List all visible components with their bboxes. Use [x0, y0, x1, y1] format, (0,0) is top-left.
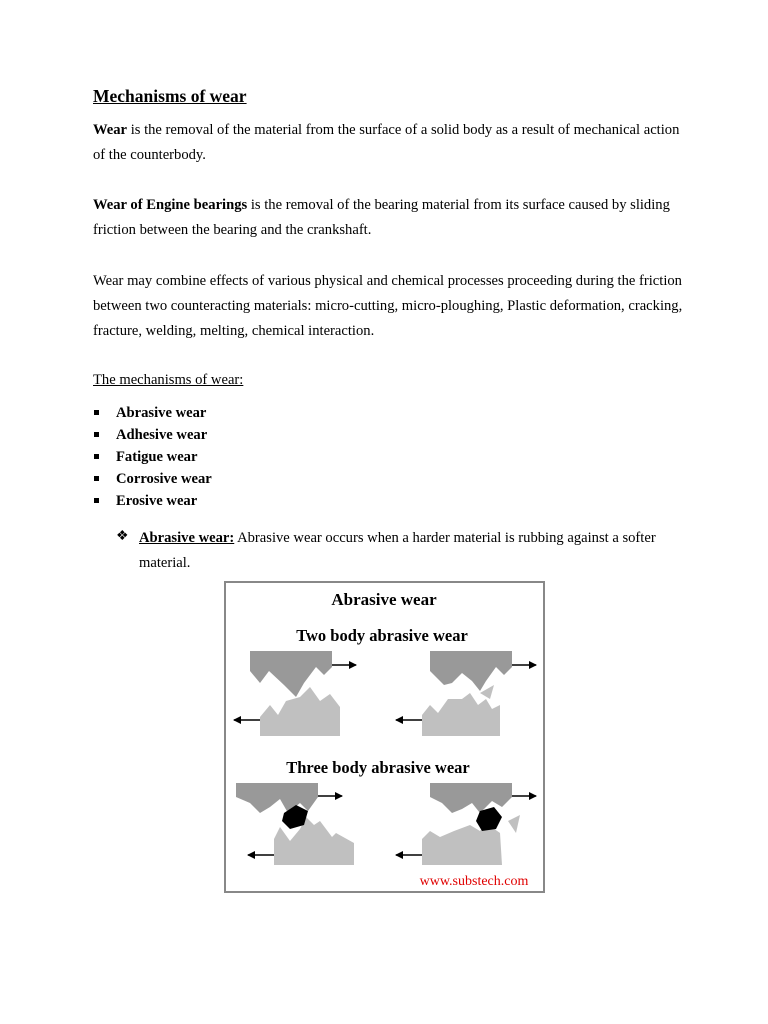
list-item: Fatigue wear — [93, 446, 212, 468]
page-title: Mechanisms of wear — [93, 86, 247, 106]
wear-definition-paragraph — [93, 118, 693, 168]
wear-term: Wear — [93, 122, 128, 138]
abrasive-wear-text: Abrasive wear occurs when a harder material is rubbing against a softer material. — [139, 530, 656, 571]
wear-processes-paragraph: Wear may combine effects of various physical and chemical processes proceeding during the friction between two counteracting materials: micro-cutting, micro-ploughing, Plastic deformation, cracking, fracture, welding, melting, chemical interaction. — [93, 273, 683, 339]
three-body-label: Three body abrasive wear — [286, 758, 470, 777]
figure-title: Abrasive wear — [331, 590, 437, 609]
list-item: Abrasive wear — [93, 402, 212, 424]
abrasive-wear-figure — [224, 581, 545, 893]
figure-credit-link[interactable]: www.substech.com — [419, 874, 529, 889]
diamond-bullet-icon: ❖ — [116, 529, 129, 544]
mechanisms-list — [93, 402, 212, 512]
mechanisms-heading: The mechanisms of wear: — [93, 372, 244, 388]
engine-bearing-term: Wear of Engine bearings — [93, 197, 248, 213]
engine-bearing-text: is the removal of the bearing material from its surface caused by sliding friction between the bearing and the crankshaft. — [93, 197, 670, 238]
list-item: Adhesive wear — [93, 424, 212, 446]
wear-definition-text: is the removal of the material from the surface of a solid body as a result of mechanical action of the counterbody. — [93, 122, 680, 163]
abrasive-wear-paragraph — [139, 526, 679, 576]
list-item: Corrosive wear — [93, 468, 212, 490]
two-body-label: Two body abrasive wear — [296, 626, 468, 645]
list-item: Erosive wear — [93, 490, 212, 512]
engine-bearing-wear-paragraph — [93, 193, 693, 243]
abrasive-wear-label: Abrasive wear: — [139, 530, 235, 546]
